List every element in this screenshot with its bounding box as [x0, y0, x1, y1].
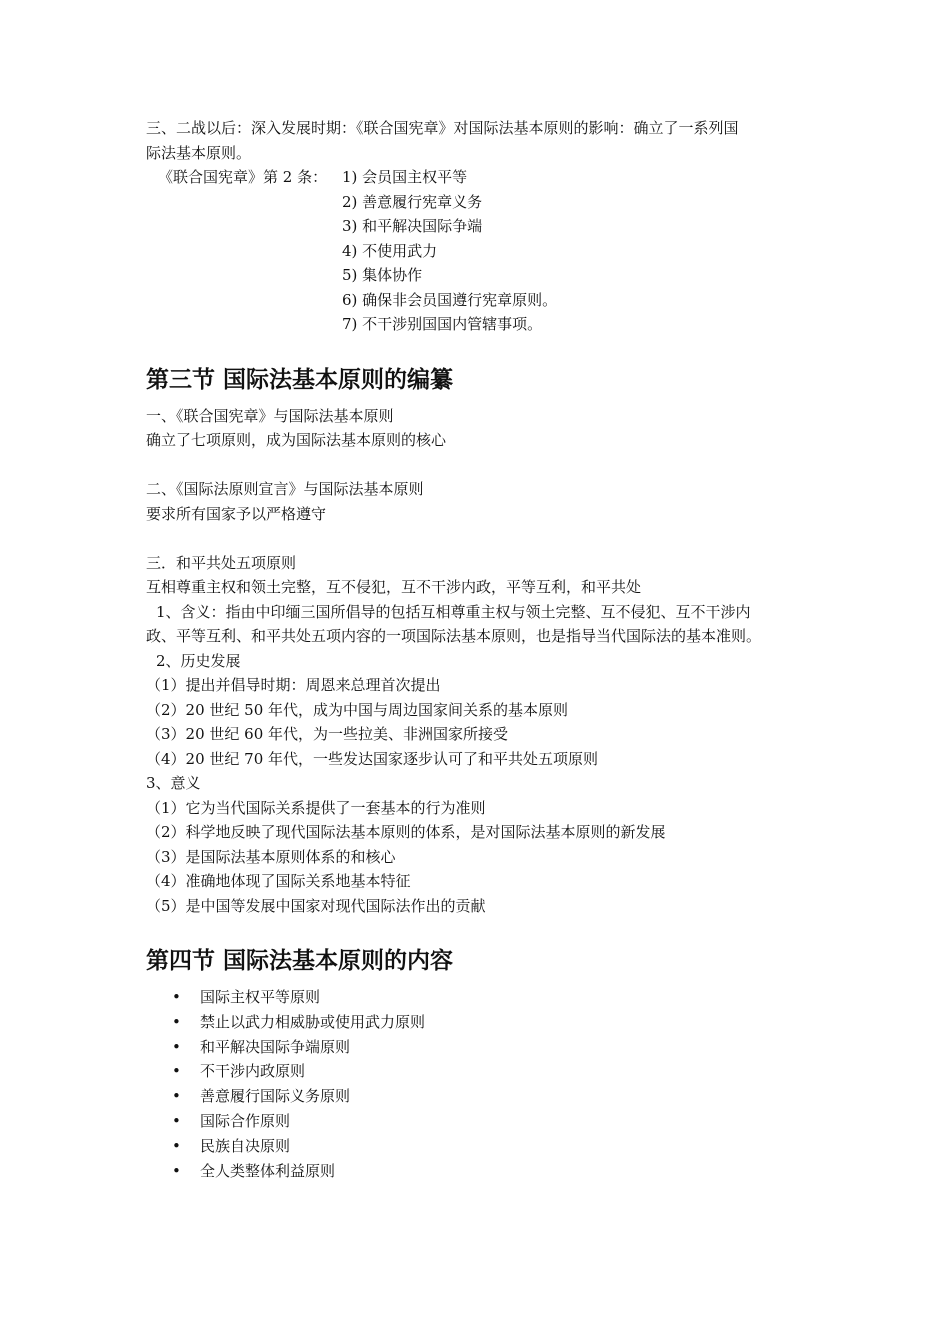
meaning-line-1: 1、含义：指由中印缅三国所倡导的包括互相尊重主权与领土完整、互不侵犯、互不干涉内 [156, 602, 751, 621]
bullet-icon: • [172, 1111, 181, 1130]
significance-item: （5）是中国等发展中国家对现代国际法作出的贡献 [146, 896, 486, 915]
list-item [146, 1084, 814, 1109]
section-4-heading: 第四节 国际法基本原则的内容 [146, 947, 454, 974]
charter-item: 6) 确保非会员国遵行宪章原则。 [342, 290, 558, 309]
intro-line-1: 三、二战以后：深入发展时期：《联合国宪章》对国际法基本原则的影响：确立了一系列国 [146, 119, 739, 137]
part-2-text: 要求所有国家予以严格遵守 [146, 504, 327, 523]
bullet-icon: • [172, 1037, 181, 1056]
bullet-icon: • [172, 1136, 181, 1155]
charter-item: 7) 不干涉别国国内管辖事项。 [342, 315, 543, 333]
part-1-text: 确立了七项原则，成为国际法基本原则的核心 [146, 431, 447, 449]
list-item [146, 1109, 814, 1134]
list-item-text: 不干涉内政原则 [200, 1062, 306, 1081]
section-3-heading: 第三节 国际法基本原则的编纂 [146, 365, 454, 393]
significance-item: （1）它为当代国际关系提供了一套基本的行为准则 [146, 798, 486, 817]
principle-list [146, 985, 814, 1183]
list-item-text: 和平解决国际争端原则 [200, 1037, 351, 1056]
list-item-text: 禁止以武力相威胁或使用武力原则 [200, 1012, 426, 1031]
list-item-text: 全人类整体利益原则 [200, 1161, 336, 1180]
significance-item: （2）科学地反映了现代国际法基本原则的体系，是对国际法基本原则的新发展 [146, 823, 666, 841]
charter-item: 4) 不使用武力 [342, 241, 438, 260]
history-title: 2、历史发展 [156, 651, 241, 670]
part-3-title: 三．和平共处五项原则 [146, 553, 297, 572]
charter-label: 《联合国宪章》第 2 条： [158, 168, 328, 186]
history-item: （1）提出并倡导时期：周恩来总理首次提出 [146, 676, 441, 694]
intro-line-2: 际法基本原则。 [146, 143, 252, 162]
charter-item: 3) 和平解决国际争端 [342, 217, 483, 235]
part-3-text: 互相尊重主权和领土完整，互不侵犯，互不干涉内政，平等互利，和平共处 [146, 578, 642, 596]
list-item-text: 国际主权平等原则 [200, 988, 321, 1006]
list-item-text: 国际合作原则 [200, 1111, 291, 1130]
history-item: （4）20 世纪 70 年代，一些发达国家逐步认可了和平共处五项原则 [146, 749, 599, 768]
part-2-title: 二、《国际法原则宣言》与国际法基本原则 [146, 480, 424, 498]
list-item-text: 民族自决原则 [200, 1136, 291, 1155]
list-item-text: 善意履行国际义务原则 [200, 1087, 351, 1106]
charter-item-list [342, 165, 557, 337]
charter-item: 1) 会员国主权平等 [342, 168, 468, 186]
bullet-icon: • [172, 1012, 181, 1031]
bullet-icon: • [172, 1161, 181, 1180]
charter-item: 5) 集体协作 [342, 266, 423, 284]
document-page [146, 116, 814, 1183]
part-1-title: 一、《联合国宪章》与国际法基本原则 [146, 406, 394, 425]
meaning-line-2: 政、平等互利、和平共处五项内容的一项国际法基本原则，也是指导当代国际法的基本准则。 [146, 627, 762, 645]
list-item [146, 1134, 814, 1159]
bullet-icon: • [172, 1062, 181, 1081]
history-item: （3）20 世纪 60 年代，为一些拉美、非洲国家所接受 [146, 725, 509, 743]
history-item: （2）20 世纪 50 年代，成为中国与周边国家间关系的基本原则 [146, 700, 569, 719]
significance-item: （4）准确地体现了国际关系地基本特征 [146, 872, 411, 890]
significance-title: 3、意义 [146, 774, 201, 792]
list-item [146, 985, 814, 1010]
charter-article-2 [146, 165, 814, 337]
list-item [146, 1010, 814, 1035]
list-item [146, 1059, 814, 1084]
bullet-icon: • [172, 988, 181, 1006]
list-item [146, 1035, 814, 1060]
charter-item: 2) 善意履行宪章义务 [342, 192, 483, 211]
significance-item: （3）是国际法基本原则体系的和核心 [146, 847, 396, 866]
list-item [146, 1159, 814, 1184]
bullet-icon: • [172, 1087, 181, 1106]
